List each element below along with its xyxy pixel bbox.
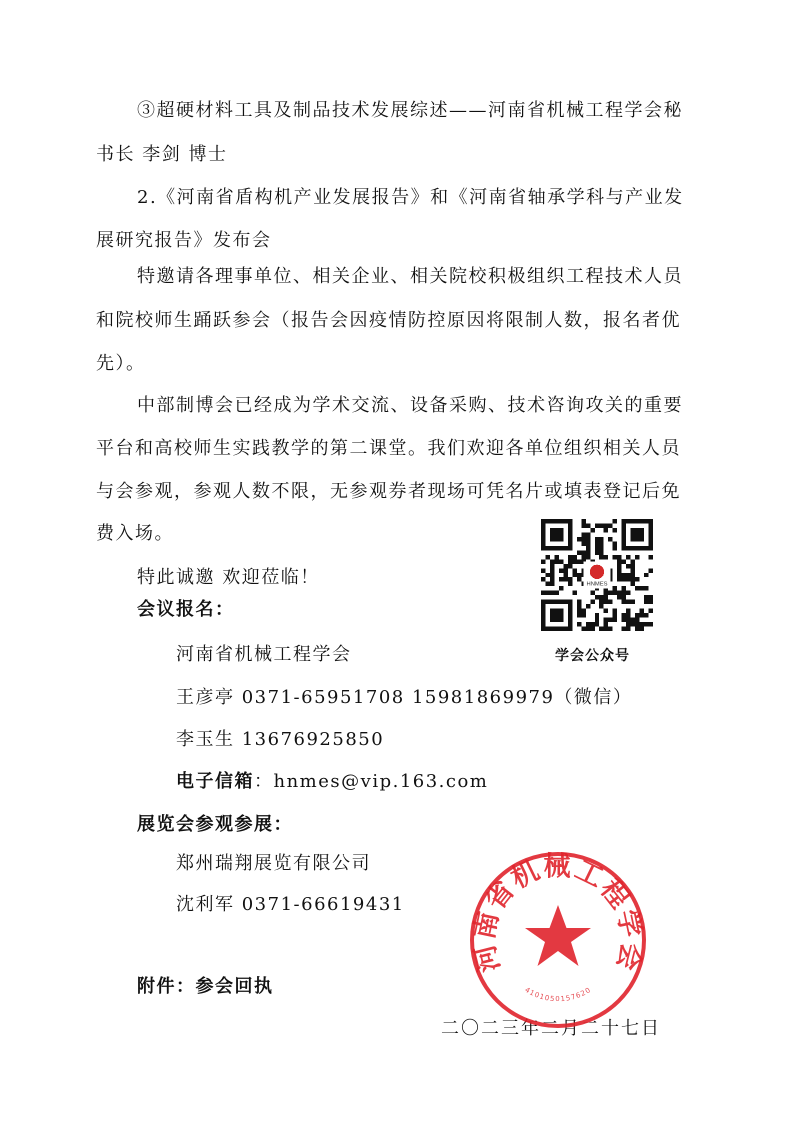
paragraph-line: 2.《河南省盾构机产业发展报告》和《河南省轴承学科与产业发 <box>137 187 684 208</box>
paragraph-line: 和院校师生踊跃参会（报告会因疫情防控原因将限制人数，报名者优 <box>96 310 681 331</box>
registration-heading: 会议报名： <box>137 599 235 620</box>
registration-contact: 王彦亭 0371-65951708 15981869979（微信） <box>176 687 633 708</box>
qr-logo-icon <box>590 565 604 579</box>
email-address: hnmes@vip.163.com <box>273 771 489 792</box>
paragraph-line: 先）。 <box>96 353 146 374</box>
exhibition-heading: 展览会参观参展： <box>137 814 293 835</box>
official-seal-icon <box>468 850 648 1030</box>
email-row <box>176 770 488 794</box>
paragraph-line: 费入场。 <box>96 523 174 544</box>
paragraph-line: 平台和高校师生实践教学的第二课堂。我们欢迎各单位组织相关人员 <box>96 438 681 459</box>
qr-label: 学会公众号 <box>555 648 630 664</box>
paragraph-line: ③超硬材料工具及制品技术发展综述——河南省机械工程学会秘 <box>137 100 683 121</box>
paragraph-line: 中部制博会已经成为学术交流、设备采购、技术咨询攻关的重要 <box>137 395 683 416</box>
email-label: 电子信箱 <box>176 771 254 792</box>
registration-contact: 李玉生 13676925850 <box>176 729 385 750</box>
exhibition-contact: 沈利军 0371-66619431 <box>176 894 405 915</box>
email-separator: ： <box>254 771 274 792</box>
registration-org: 河南省机械工程学会 <box>176 644 352 665</box>
svg-text:4101050157620 <box>523 986 592 1003</box>
paragraph-line: 展研究报告》发布会 <box>96 230 272 251</box>
qr-code-image <box>541 519 653 631</box>
closing-line: 特此诚邀 欢迎莅临！ <box>137 567 320 588</box>
document-date: 二〇二三年二月二十七日 <box>441 1018 661 1039</box>
paragraph-line: 与会参观，参观人数不限，无参观券者现场可凭名片或填表登记后免 <box>96 481 681 502</box>
paragraph-line: 特邀请各理事单位、相关企业、相关院校积极组织工程技术人员 <box>137 266 683 287</box>
seal-text: 河南省机械工程学会 <box>468 851 648 976</box>
exhibition-company: 郑州瑞翔展览有限公司 <box>176 853 371 874</box>
qr-logo-text: HNMES <box>586 581 608 588</box>
attachment-note: 附件：参会回执 <box>137 976 274 997</box>
paragraph-line: 书长 李剑 博士 <box>96 144 228 165</box>
seal-number: 4101050157620 <box>523 985 593 1004</box>
